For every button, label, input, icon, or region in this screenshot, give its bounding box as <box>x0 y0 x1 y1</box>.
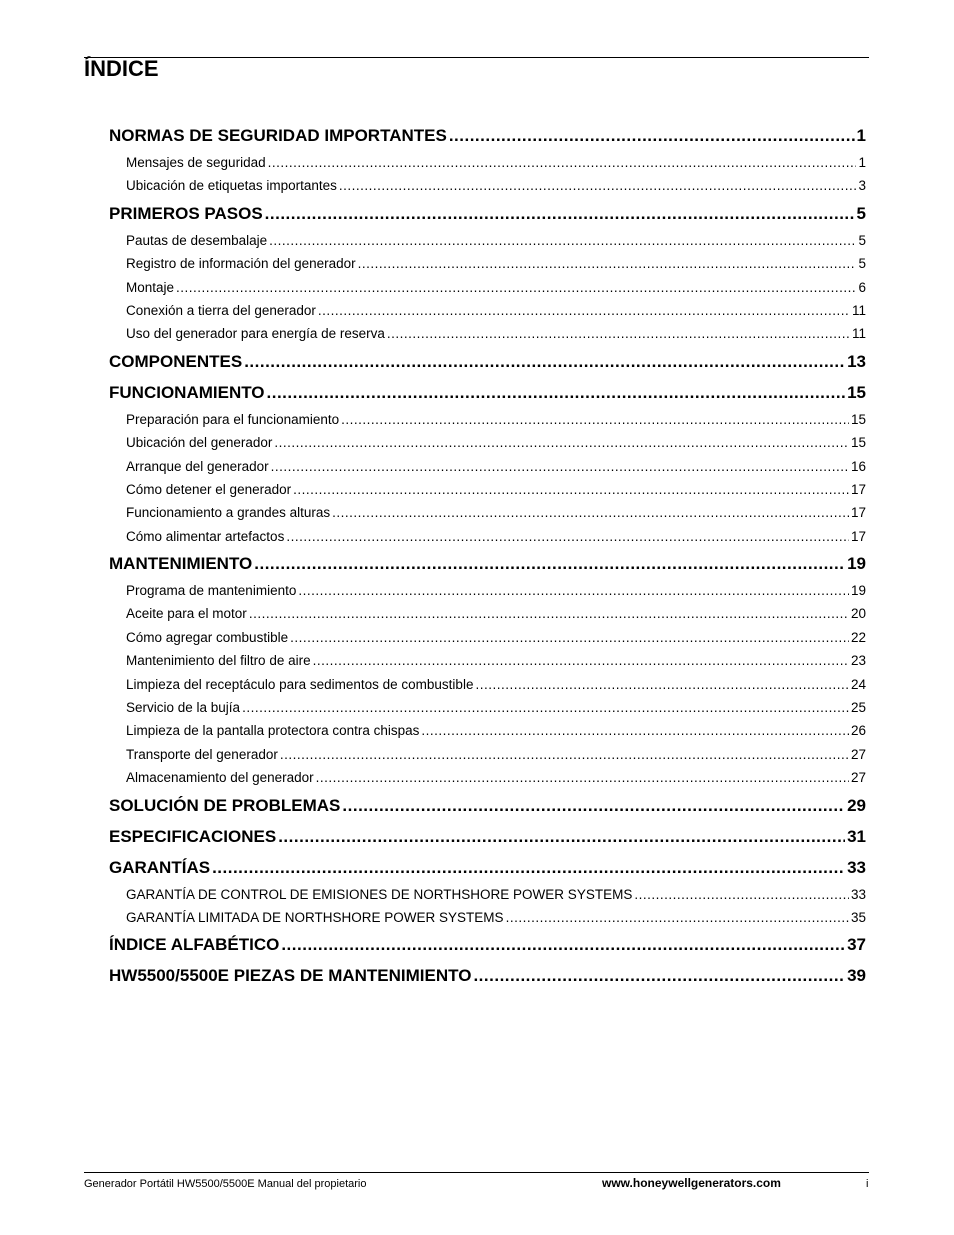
toc-entry-label: Mantenimiento del filtro de aire <box>126 653 311 669</box>
toc-subsection-entry[interactable] <box>109 743 866 766</box>
toc-dot-leader <box>506 906 849 929</box>
toc-subsection-entry[interactable] <box>109 322 866 345</box>
toc-subsection-entry[interactable] <box>109 174 866 197</box>
toc-subsection-entry[interactable] <box>109 299 866 322</box>
toc-entry-label: Montaje <box>126 279 175 295</box>
toc-subsection-entry[interactable] <box>109 626 866 649</box>
toc-entry-label: Uso del generador para energía de reserva <box>126 326 385 342</box>
toc-dot-leader <box>339 174 857 197</box>
toc-entry-label: Cómo detener el generador <box>126 481 292 497</box>
toc-entry-page-number: 5 <box>858 256 866 272</box>
toc-subsection-entry[interactable] <box>109 276 866 299</box>
toc-entry-page-number: 27 <box>850 746 866 762</box>
table-of-contents <box>109 120 866 991</box>
toc-section-entry[interactable] <box>109 198 866 229</box>
footer-document-title: Generador Portátil HW5500/5500E Manual del propietario <box>84 1178 367 1190</box>
toc-entry-label: HW5500/5500E PIEZAS DE MANTENIMIENTO <box>109 966 472 986</box>
toc-entry-page-number: 37 <box>847 935 866 955</box>
toc-subsection-entry[interactable] <box>109 766 866 789</box>
toc-entry-page-number: 19 <box>847 554 866 574</box>
toc-entry-label: Cómo alimentar artefactos <box>126 528 285 544</box>
toc-dot-leader <box>254 548 845 579</box>
toc-entry-label: SOLUCIÓN DE PROBLEMAS <box>109 795 341 815</box>
toc-entry-label: Funcionamiento a grandes alturas <box>126 505 331 521</box>
toc-entry-label: Limpieza de la pantalla protectora contra chispas <box>126 723 420 739</box>
toc-entry-label: GARANTÍA LIMITADA DE NORTHSHORE POWER SYSTEMS <box>126 909 504 925</box>
toc-entry-label: MANTENIMIENTO <box>109 554 253 574</box>
toc-entry-page-number: 17 <box>850 505 866 521</box>
toc-subsection-entry[interactable] <box>109 602 866 625</box>
toc-dot-leader <box>176 276 856 299</box>
toc-entry-page-number: 33 <box>847 857 866 877</box>
toc-dot-leader <box>269 229 856 252</box>
toc-entry-label: Conexión a tierra del generador <box>126 302 316 318</box>
toc-entry-page-number: 17 <box>850 481 866 497</box>
toc-dot-leader <box>290 626 849 649</box>
toc-entry-label: Cómo agregar combustible <box>126 629 289 645</box>
toc-entry-label: Ubicación de etiquetas importantes <box>126 178 337 194</box>
toc-entry-label: Programa de mantenimiento <box>126 583 297 599</box>
toc-subsection-entry[interactable] <box>109 883 866 906</box>
toc-entry-page-number: 13 <box>847 351 866 371</box>
toc-entry-page-number: 15 <box>850 435 866 451</box>
toc-subsection-entry[interactable] <box>109 478 866 501</box>
toc-section-entry[interactable] <box>109 960 866 991</box>
toc-entry-label: NORMAS DE SEGURIDAD IMPORTANTES <box>109 126 447 145</box>
toc-entry-label: Pautas de desembalaje <box>126 232 268 248</box>
toc-entry-label: Aceite para el motor <box>126 606 247 622</box>
page-title: ÍNDICE <box>84 56 159 81</box>
toc-dot-leader <box>267 377 846 408</box>
toc-entry-page-number: 24 <box>850 676 866 692</box>
toc-entry-label: GARANTÍAS <box>109 857 211 877</box>
toc-entry-page-number: 1 <box>858 155 866 170</box>
toc-dot-leader <box>242 696 849 719</box>
toc-subsection-entry[interactable] <box>109 431 866 454</box>
toc-entry-label: COMPONENTES <box>109 351 243 371</box>
toc-dot-leader <box>281 929 845 960</box>
toc-entry-page-number: 29 <box>847 795 866 815</box>
toc-entry-page-number: 22 <box>850 629 866 645</box>
toc-entry-label: Ubicación del generador <box>126 435 273 451</box>
toc-entry-page-number: 20 <box>850 606 866 622</box>
toc-dot-leader <box>634 883 849 906</box>
toc-dot-leader <box>244 346 845 377</box>
toc-section-entry[interactable] <box>109 821 866 852</box>
toc-entry-label: Registro de información del generador <box>126 256 356 272</box>
toc-subsection-entry[interactable] <box>109 719 866 742</box>
toc-entry-label: Limpieza del receptáculo para sedimentos de combustible <box>126 676 474 692</box>
toc-dot-leader <box>212 852 845 883</box>
toc-dot-leader <box>341 408 849 431</box>
toc-dot-leader <box>249 602 849 625</box>
toc-entry-label: PRIMEROS PASOS <box>109 203 263 223</box>
toc-entry-label: Preparación para el funcionamiento <box>126 411 340 427</box>
toc-entry-page-number: 11 <box>851 302 866 318</box>
toc-dot-leader <box>318 299 850 322</box>
toc-entry-page-number: 3 <box>858 178 866 194</box>
toc-entry-label: GARANTÍA DE CONTROL DE EMISIONES DE NORTHSHORE POWER SYSTEMS <box>126 886 633 902</box>
footer-rule <box>84 1172 869 1173</box>
toc-entry-page-number: 25 <box>850 700 866 716</box>
toc-entry-label: Transporte del generador <box>126 746 278 762</box>
toc-subsection-entry[interactable] <box>109 525 866 548</box>
header-rule <box>84 57 869 58</box>
toc-entry-page-number: 19 <box>850 583 866 599</box>
toc-entry-label: ESPECIFICACIONES <box>109 826 277 846</box>
toc-dot-leader <box>332 501 849 524</box>
toc-subsection-entry[interactable] <box>109 673 866 696</box>
toc-subsection-entry[interactable] <box>109 906 866 929</box>
toc-entry-page-number: 17 <box>850 528 866 544</box>
toc-subsection-entry[interactable] <box>109 455 866 478</box>
toc-entry-page-number: 6 <box>858 279 866 295</box>
toc-dot-leader <box>293 478 849 501</box>
toc-entry-page-number: 5 <box>858 232 866 248</box>
toc-subsection-entry[interactable] <box>109 151 866 174</box>
toc-dot-leader <box>265 198 855 229</box>
toc-dot-leader <box>268 151 857 174</box>
toc-dot-leader <box>278 821 845 852</box>
toc-entry-label: FUNCIONAMIENTO <box>109 382 265 402</box>
toc-entry-page-number: 15 <box>847 382 866 402</box>
toc-section-entry[interactable] <box>109 929 866 960</box>
toc-subsection-entry[interactable] <box>109 252 866 275</box>
toc-entry-label: Arranque del generador <box>126 458 269 474</box>
footer-page-number: i <box>866 1178 869 1190</box>
toc-dot-leader <box>475 673 849 696</box>
footer-website-link[interactable]: www.honeywellgenerators.com <box>602 1176 781 1190</box>
toc-dot-leader <box>316 766 849 789</box>
toc-dot-leader <box>421 719 849 742</box>
toc-dot-leader <box>358 252 857 275</box>
toc-dot-leader <box>313 649 849 672</box>
toc-entry-page-number: 35 <box>850 909 866 925</box>
toc-entry-page-number: 1 <box>856 126 866 145</box>
toc-entry-label: Almacenamiento del generador <box>126 770 314 786</box>
toc-subsection-entry[interactable] <box>109 696 866 719</box>
toc-entry-label: Servicio de la bujía <box>126 700 241 716</box>
toc-dot-leader <box>473 960 845 991</box>
toc-dot-leader <box>342 790 845 821</box>
toc-entry-page-number: 15 <box>850 411 866 427</box>
toc-dot-leader <box>271 455 849 478</box>
toc-entry-page-number: 39 <box>847 966 866 986</box>
toc-section-entry[interactable] <box>109 377 866 408</box>
toc-subsection-entry[interactable] <box>109 229 866 252</box>
toc-entry-page-number: 26 <box>850 723 866 739</box>
toc-subsection-entry[interactable] <box>109 408 866 431</box>
toc-dot-leader <box>286 525 849 548</box>
toc-dot-leader <box>280 743 849 766</box>
toc-section-entry[interactable] <box>109 790 866 821</box>
toc-section-entry[interactable] <box>109 346 866 377</box>
toc-section-entry[interactable] <box>109 548 866 579</box>
toc-entry-page-number: 31 <box>847 826 866 846</box>
toc-entry-page-number: 27 <box>850 770 866 786</box>
toc-section-entry[interactable] <box>109 852 866 883</box>
toc-entry-label: Mensajes de seguridad <box>126 155 266 170</box>
toc-entry-page-number: 11 <box>851 326 866 342</box>
toc-section-entry[interactable] <box>109 120 866 151</box>
toc-entry-label: ÍNDICE ALFABÉTICO <box>109 935 280 955</box>
toc-entry-page-number: 33 <box>850 886 866 902</box>
toc-entry-page-number: 16 <box>850 458 866 474</box>
toc-entry-page-number: 23 <box>850 653 866 669</box>
toc-dot-leader <box>449 120 855 151</box>
toc-dot-leader <box>298 579 849 602</box>
toc-entry-page-number: 5 <box>856 203 866 223</box>
toc-dot-leader <box>274 431 849 454</box>
toc-subsection-entry[interactable] <box>109 501 866 524</box>
toc-dot-leader <box>387 322 850 345</box>
toc-subsection-entry[interactable] <box>109 649 866 672</box>
toc-subsection-entry[interactable] <box>109 579 866 602</box>
